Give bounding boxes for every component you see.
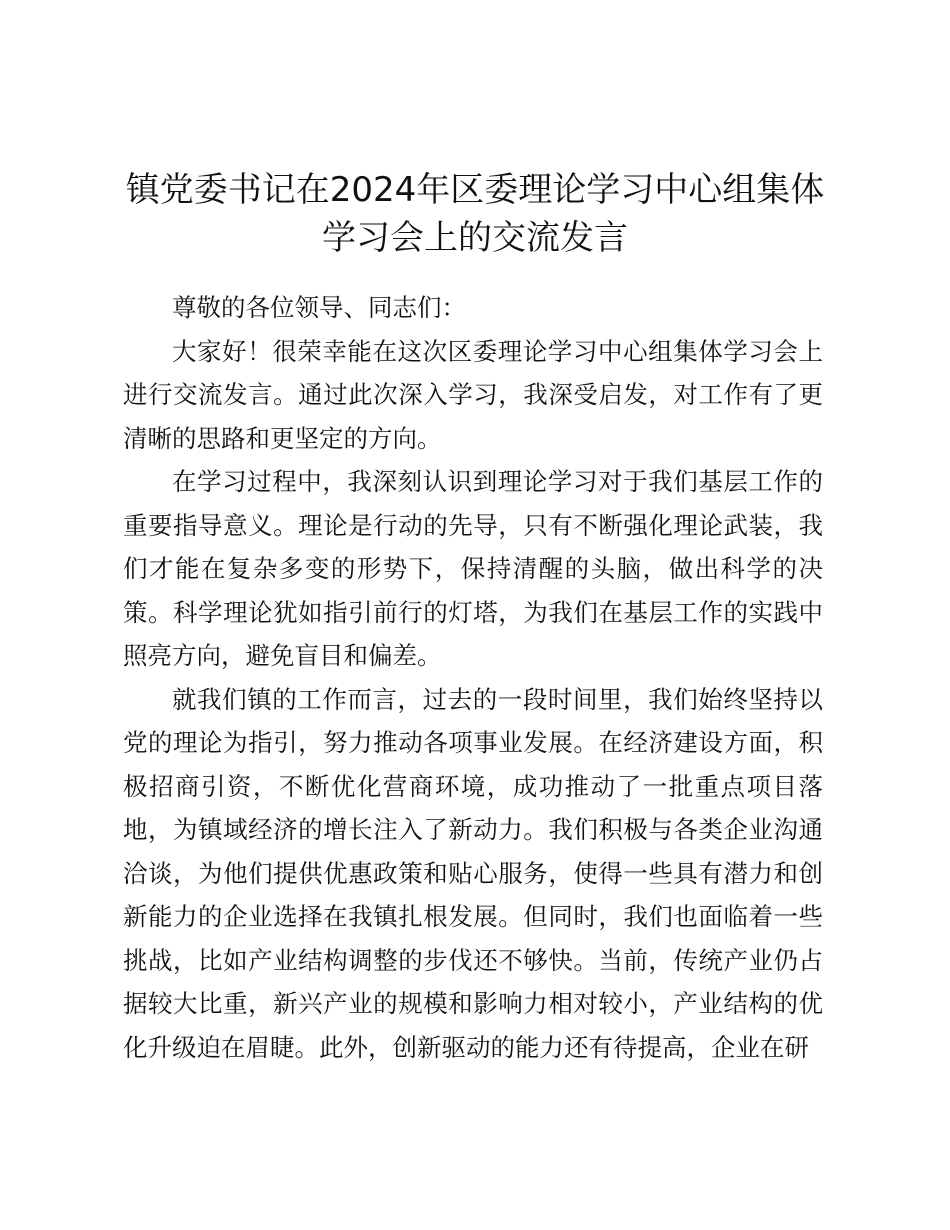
- paragraph-3: 就我们镇的工作而言，过去的一段时间里，我们始终坚持以党的理论为指引，努力推动各项事业发展。在经济建设方面，积极招商引资，不断优化营商环境，成功推动了一批重点项目落地，为镇域经济的增长注入了新动力。我们积极与各类企业沟通洽谈，为他们提供优惠政策和贴心服务，使得一些具有潜力和创新能力的企业选择在我镇扎根发展。但同时，我们也面临着一些挑战，比如产业结构调整的步伐还不够快。当前，传统产业仍占据较大比重，新兴产业的规模和影响力相对较小，产业结构的优化升级迫在眉睫。此外，创新驱动的能力还有待提高，企业在研: [123, 684, 823, 1062]
- document-body: [123, 286, 823, 1069]
- paragraph-2: 在学习过程中，我深刻认识到理论学习对于我们基层工作的重要指导意义。理论是行动的先导，只有不断强化理论武装，我们才能在复杂多变的形势下，保持清醒的头脑，做出科学的决策。科学理论犹如指引前行的灯塔，为我们在基层工作的实践中照亮方向，避免盲目和偏差。: [123, 467, 823, 670]
- paragraph-1: 大家好！很荣幸能在这次区委理论学习中心组集体学习会上进行交流发言。通过此次深入学习，我深受启发，对工作有了更清晰的思路和更坚定的方向。: [123, 336, 823, 453]
- document-title: 镇党委书记在2024年区委理论学习中心组集体学习会上的交流发言: [125, 170, 825, 258]
- salutation: 尊敬的各位领导、同志们：: [172, 293, 466, 322]
